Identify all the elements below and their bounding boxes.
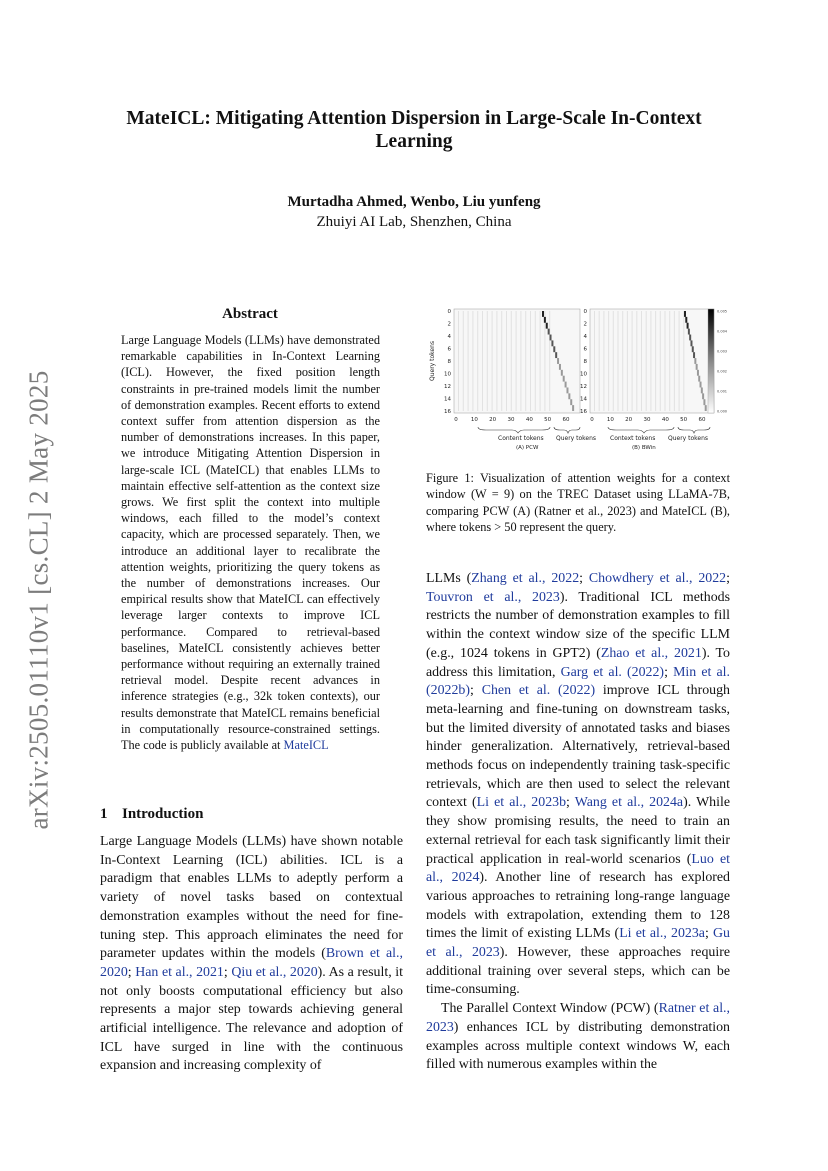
attention-cell [696,364,698,370]
body-text: improve ICL through meta-learning and fine-tuning on downstream tasks, but the limited diversity of annotated tasks and biases hinder generalization. Alternatively, retrieval-based methods focus on independently training task-specific retrievals, which are then used to select the relevant context ( [426,683,730,811]
citation-link[interactable]: Chen et al. (2022) [481,683,596,699]
attention-stripe [641,311,642,411]
y-tick-label: 6 [447,346,451,353]
attention-cell [697,370,699,376]
attention-cell [551,340,553,346]
attention-cell [687,323,689,329]
attention-cell [559,364,561,370]
attention-stripe [549,311,550,411]
y-tick-label: 2 [447,321,451,328]
paper-affiliation: Zhuiyi AI Lab, Shenzhen, China [316,214,512,230]
body-text: The Parallel Context Window (PCW) ( [441,1001,659,1017]
attention-cell [557,358,559,364]
attention-stripe [472,311,473,411]
attention-stripe [477,311,478,411]
paper-title: MateICL: Mitigating Attention Dispersion in Large-Scale In-Context Learning [126,108,702,152]
citation-link[interactable]: Zhang et al., 2022 [471,571,580,586]
x-tick-label: 60 [698,417,706,423]
x-tick-label: 20 [625,417,633,423]
body-text: ). However, these approaches require additional training over several steps, which can be time-consuming. [426,945,730,998]
attention-stripe [520,311,521,411]
attention-stripe [655,311,656,411]
body-text: ; [469,683,482,699]
citation-link[interactable]: Gu et al., 2023 [426,926,730,961]
attention-stripe [540,311,541,411]
attention-stripe [492,311,493,411]
attention-cell [702,393,704,399]
y-tick-label: 10 [580,371,587,378]
attention-stripe [622,311,623,411]
citation-link[interactable]: Wang et al., 2024a [574,795,684,811]
abstract-heading: Abstract [222,306,278,322]
intro-paragraph-right-2 [426,1000,730,1075]
x-tick-label: 0 [454,417,458,423]
attention-stripe [674,311,675,411]
body-text: ). Another line of research has explored various approaches to retraining long-range language models with extrapolation, extending them to 128 times the limit of existing LLMs ( [426,870,730,942]
attention-cell [553,346,555,352]
intro-paragraph-left [100,833,403,1076]
attention-cell [546,323,548,329]
figure-1 [426,303,730,455]
y-tick-label: 12 [444,384,451,390]
y-tick-label: 0 [447,309,451,315]
attention-cell [568,393,570,399]
y-tick-label: 10 [444,371,451,378]
abstract-body [121,332,380,753]
attention-cell [566,387,568,393]
colorbar-tick-label: 0.002 [717,369,728,374]
y-tick-label: 14 [580,396,587,403]
y-tick-label: 12 [580,384,587,390]
citation-link[interactable]: Chowdhery et al., 2022 [588,571,727,586]
attention-stripe [636,311,637,411]
panel-b-query-label: Query tokens [668,435,709,442]
attention-stripe [627,311,628,411]
attention-cell [688,329,690,335]
attention-stripe [544,311,545,411]
x-tick-label: 30 [507,417,515,423]
x-tick-label: 60 [562,417,570,423]
attention-stripe [683,311,684,411]
arxiv-id: arXiv:2505.01110v1 [cs.CL] 2 May 2025 [23,370,54,830]
panel-a-x-ticks [454,417,570,423]
attention-stripe [482,311,483,411]
panel-a-query-label: Query tokens [556,435,597,442]
citation-link[interactable]: Min et al. (2022b) [426,664,730,699]
intro-text: ). As a result, it not only boosts computational efficiency but also represents a major step towards achieving general artificial intelligence. The relevance and adoption of ICL have surged in line with the continuous expansion and increasing complexity of [100,964,403,1074]
attention-stripe [679,311,680,411]
panel-b-brace-query [678,427,710,433]
panel-b-context-label: Context tokens [610,435,656,442]
x-tick-label: 40 [525,417,533,423]
attention-stripe [632,311,633,411]
attention-cell [685,317,687,323]
citation-link[interactable]: Han et al., 2021 [135,964,224,980]
abstract-text: Large Language Models (LLMs) have demonstrated remarkable capabilities in In-Context Learning (ICL). However, the fixed position length constraints in pre-trained models limit the number of demonstration examples. Recent efforts to extend context suffer from attention dispersion as the number of demonstrations increases. In this paper, we introduce Mitigating Attention Dispersion in large-scale ICL (MateICL) that enables LLMs to maintain effective self-attention as the context size grows. We first split the context into multiple windows, each filled to the model’s context capacity, which are processed separately. Then, we introduce an additional layer to recalibrate the attention weights, prioritizing the query tokens as the number of demonstrations increases. Our empirical results show that MateICL can effectively leverage larger contexts to improve ICL performance. Compared to retrieval-based baselines, MateICL consistently achieves better performance without requiring an externally trained retrieval model. Despite recent advances in inference strategies (e.g., 32k token contexts), our results demonstrate that MateICL remains beneficial in computationally resource-constrained settings. The code is publicly available at [121,333,380,753]
attention-stripe [511,311,512,411]
attention-cell [550,335,552,341]
attention-stripe [669,311,670,411]
attention-stripe [608,311,609,411]
attention-cell [561,370,563,376]
body-text: ). Traditional ICL methods restricts the number of demonstration examples to fill within the context window size of the specific LLM (e.g., 1024 tokens in GPT2) ( [426,589,731,661]
attention-stripe [603,311,604,411]
y-tick-label: 8 [447,359,451,365]
attention-stripe [599,311,600,411]
intro-paragraph-right-1 [426,570,730,1000]
y-tick-label: 16 [580,409,587,415]
section-heading-introduction [100,806,400,823]
attention-cell [548,329,550,335]
section-title: Introduction [122,806,204,822]
citation-link[interactable]: Touvron et al., 2023 [426,589,560,605]
attention-stripe [594,311,595,411]
intro-text: Large Language Models (LLMs) have shown notable In-Context Learning (ICL) abilities. ICL is a paradigm that enables LLMs to adeptly perform a variety of novel tasks based on contextual demonstration examples without the need for fine-tuning step. This approach eliminates the need for parameter updates within the models ( [100,834,403,962]
attention-cell [689,335,691,341]
colorbar [708,309,714,413]
attention-stripe [613,311,614,411]
y-tick-label: 6 [583,346,587,353]
colorbar-tick-label: 0.005 [717,309,728,314]
panel-b-brace-context [608,427,674,433]
panel-a-context-label: Content tokens [498,435,544,442]
attention-stripe [665,311,666,411]
colorbar-tick-label: 0.004 [717,329,728,334]
citation-link[interactable]: Luo et al., 2024 [426,851,730,886]
body-text: ; [664,664,674,680]
panel-a-brace-context [478,427,550,433]
attention-cell [563,376,565,382]
panel-b-y-ticks [580,309,588,415]
paper-authors: Murtadha Ahmed, Wenbo, Liu yunfeng [287,194,541,210]
attention-cell [701,387,703,393]
attention-stripe [650,311,651,411]
body-text: LLMs ( [426,571,472,586]
attention-cell [703,399,705,405]
y-tick-label: 16 [444,409,451,415]
attention-stripe [458,311,459,411]
panel-a-y-ticks [444,309,452,415]
attention-cell [555,352,557,358]
attention-cell [694,358,696,364]
attention-stripe [487,311,488,411]
attention-stripe [618,311,619,411]
attention-stripe [516,311,517,411]
colorbar-ticks [717,310,728,414]
citation-link[interactable]: Ratner et al., 2023 [426,1001,730,1035]
y-tick-label: 0 [583,309,587,315]
attention-stripe [525,311,526,411]
citation-link[interactable]: Zhao et al., 2021 [600,645,702,661]
x-tick-label: 40 [661,417,669,423]
citation-link[interactable]: Li et al., 2023a [619,926,705,942]
attention-stripe [506,311,507,411]
y-tick-label: 4 [583,334,587,340]
attention-cell [693,352,695,358]
x-tick-label: 0 [590,417,594,423]
body-text: ; [566,795,575,811]
attention-cell [690,340,692,346]
attention-heatmap-figure [426,303,730,455]
panel-a-label: (A) PCW [516,445,539,451]
attention-stripe [501,311,502,411]
body-text: ; [726,571,730,586]
body-text: ). To address this limitation, [426,645,730,680]
panel-b-label: (B) BWin [632,445,656,451]
attention-cell [544,317,546,323]
attention-stripe [530,311,531,411]
panel-a-brace-query [554,427,580,433]
body-text: ) enhances ICL by distributing demonstration examples across multiple context windows W, each filled with numerous examples within the [426,1019,730,1073]
y-axis-label: Query tokens [429,340,436,382]
y-tick-label: 2 [583,321,587,328]
code-link[interactable]: MateICL [283,738,329,753]
attention-stripe [463,311,464,411]
x-tick-label: 30 [643,417,651,423]
attention-cell [572,405,574,411]
citation-link[interactable]: Brown et al., 2020 [100,946,403,980]
intro-text: ; [223,964,232,980]
x-tick-label: 50 [680,417,688,423]
x-tick-label: 20 [489,417,497,423]
attention-stripe [660,311,661,411]
attention-stripe [468,311,469,411]
attention-stripe [535,311,536,411]
x-tick-label: 50 [544,417,552,423]
body-text: ). While they show promising results, the need to train an external retrieval for each task significantly limit their practical application in real-world scenarios ( [426,795,731,867]
figure-1-caption: Figure 1: Visualization of attention weights for a context window (W = 9) on the TREC Dataset using LLaMA-7B, comparing PCW (A) (Ratner et al., 2023) and MateICL (B), where tokens > 50 represent the query. [426,471,730,535]
y-tick-label: 4 [447,334,451,340]
citation-link[interactable]: Li et al., 2023b [476,795,567,811]
body-text: ; [579,571,589,586]
attention-cell [692,346,694,352]
attention-cell [700,382,702,388]
colorbar-tick-label: 0.001 [717,389,728,394]
attention-cell [705,405,707,411]
attention-cell [542,311,544,317]
attention-cell [684,311,686,317]
colorbar-tick-label: 0.003 [717,349,728,354]
intro-text: ; [127,964,136,980]
section-number: 1 [100,806,108,822]
colorbar-tick-label: 0.000 [717,409,728,414]
body-text: ; [704,926,713,942]
attention-cell [570,399,572,405]
citation-link[interactable]: Garg et al. (2022) [560,664,665,680]
attention-cell [565,382,567,388]
y-tick-label: 8 [583,359,587,365]
x-tick-label: 10 [470,417,478,423]
arxiv-stamp [14,360,64,840]
y-tick-label: 14 [444,396,451,403]
attention-stripe [646,311,647,411]
x-tick-label: 10 [606,417,614,423]
attention-stripe [496,311,497,411]
citation-link[interactable]: Qiu et al., 2020 [231,964,318,980]
attention-cell [698,376,700,382]
intro-right-column [426,570,730,1075]
panel-b-x-ticks [590,417,706,423]
